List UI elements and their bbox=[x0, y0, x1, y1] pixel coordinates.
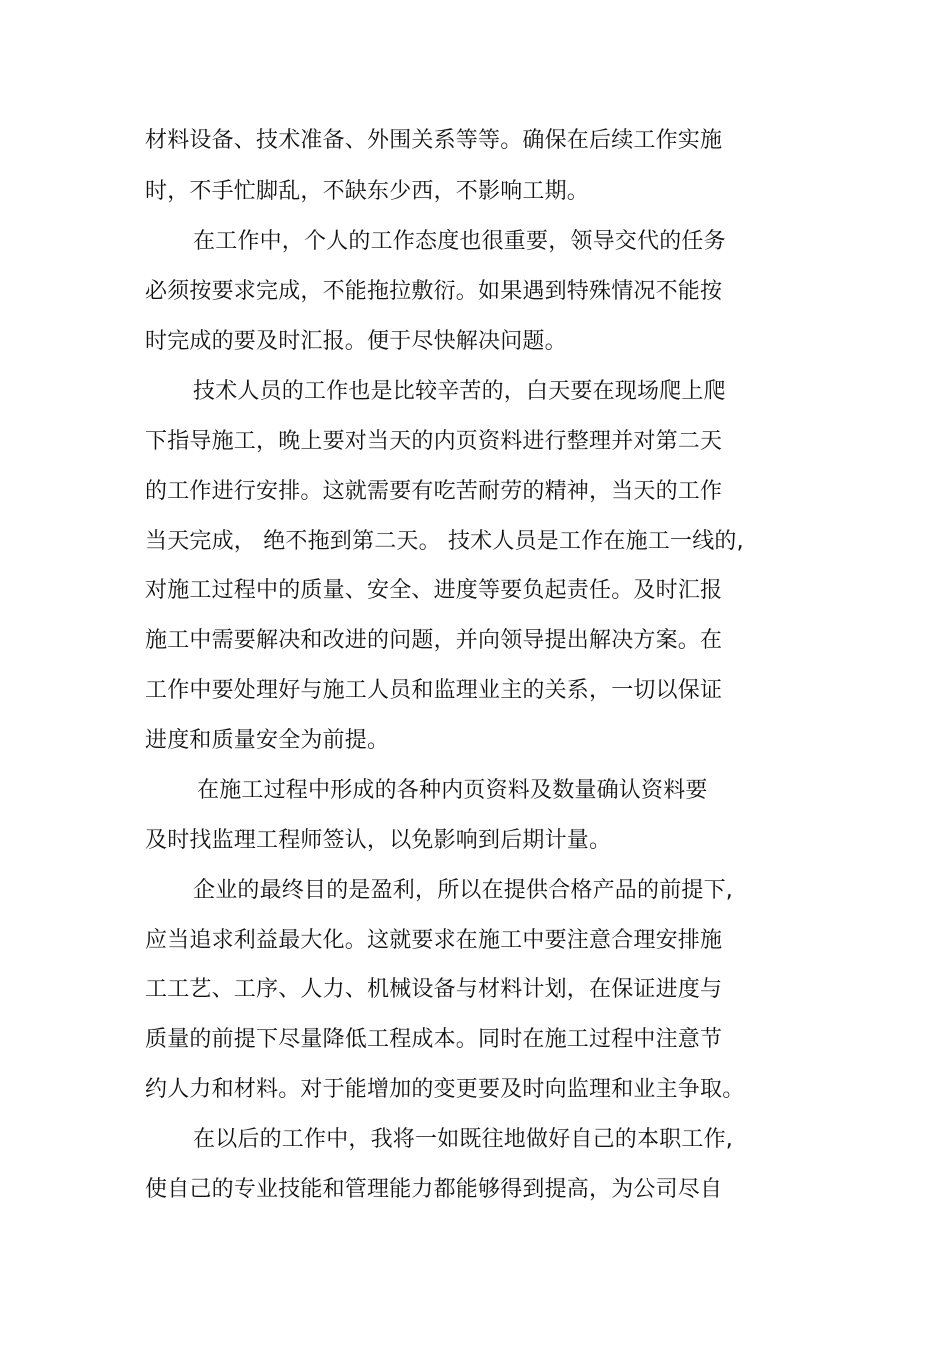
text-line: 施工中需要解决和改进的问题，并向领导提出解决方案。在 bbox=[145, 628, 723, 653]
text-line: 材料设备、技术准备、外围关系等等。确保在后续工作实施 bbox=[145, 128, 723, 153]
text-line: 进度和质量安全为前提。 bbox=[145, 728, 390, 753]
paragraph-first-line: 企业的最终目的是盈利，所以在提供合格产品的前提下, bbox=[193, 878, 733, 903]
text-line: 应当追求利益最大化。这就要求在施工中要注意合理安排施 bbox=[145, 928, 723, 953]
paragraph-first-line: 在工作中，个人的工作态度也很重要，领导交代的任务 bbox=[193, 229, 726, 254]
text-line: 的工作进行安排。这就需要有吃苦耐劳的精神，当天的工作 bbox=[145, 479, 723, 504]
text-line: 当天完成， 绝不拖到第二天。 技术人员是工作在施工一线的, bbox=[145, 529, 744, 554]
text-line: 质量的前提下尽量降低工程成本。同时在施工过程中注意节 bbox=[145, 1027, 723, 1052]
text-line: 必须按要求完成，不能拖拉敷衍。如果遇到特殊情况不能按 bbox=[145, 279, 723, 304]
paragraph-first-line: 在以后的工作中，我将一如既往地做好自己的本职工作, bbox=[193, 1127, 733, 1152]
text-line: 下指导施工，晚上要对当天的内页资料进行整理并对第二天 bbox=[145, 429, 723, 454]
text-line: 使自己的专业技能和管理能力都能够得到提高，为公司尽自 bbox=[145, 1177, 723, 1202]
paragraph-first-line: 技术人员的工作也是比较辛苦的，白天要在现场爬上爬 bbox=[193, 379, 726, 404]
text-line: 约人力和材料。对于能增加的变更要及时向监理和业主争取。 bbox=[145, 1077, 745, 1102]
paragraph-first-line: 在施工过程中形成的各种内页资料及数量确认资料要 bbox=[197, 778, 708, 803]
text-line: 工工艺、工序、人力、机械设备与材料计划，在保证进度与 bbox=[145, 977, 723, 1002]
text-line: 时完成的要及时汇报。便于尽快解决问题。 bbox=[145, 329, 567, 354]
text-line: 对施工过程中的质量、安全、进度等要负起责任。及时汇报 bbox=[145, 578, 723, 603]
text-line: 时，不手忙脚乱，不缺东少西，不影响工期。 bbox=[145, 179, 590, 204]
text-line: 及时找监理工程师签认，以免影响到后期计量。 bbox=[145, 828, 612, 853]
text-line: 工作中要处理好与施工人员和监理业主的关系，一切以保证 bbox=[145, 678, 723, 703]
